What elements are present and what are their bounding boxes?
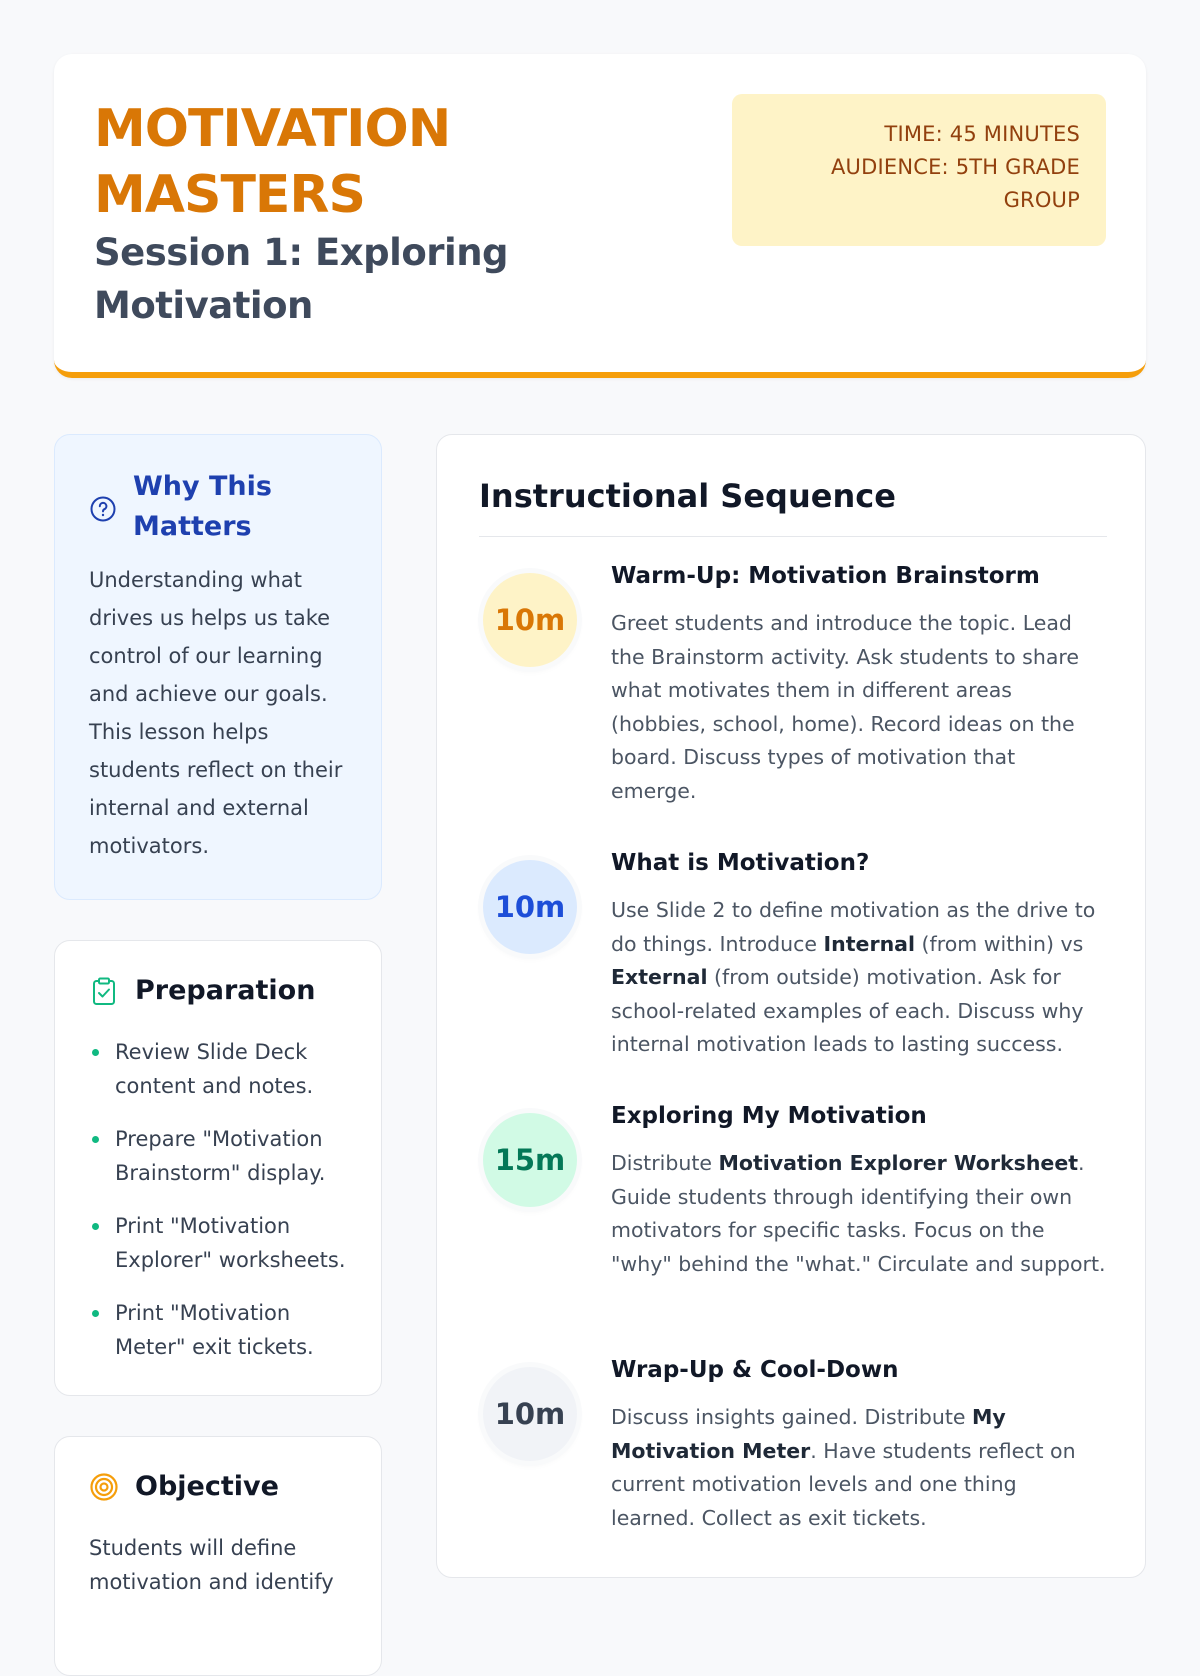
emphasized-text: My Motivation Meter bbox=[611, 1405, 1006, 1463]
step-title: What is Motivation? bbox=[611, 850, 870, 876]
step-title: Wrap-Up & Cool-Down bbox=[611, 1357, 899, 1383]
divider bbox=[479, 536, 1107, 537]
objective-header bbox=[89, 1471, 279, 1502]
description-text: (from outside) motivation. Ask for school-related examples of each. Discuss why internal motivation leads to lasting success. bbox=[611, 965, 1084, 1056]
lesson-header bbox=[54, 54, 1146, 378]
emphasized-text: Motivation Explorer Worksheet bbox=[718, 1151, 1079, 1175]
audience-label-line1: AUDIENCE: 5TH GRADE bbox=[830, 155, 1080, 179]
description-text: Greet students and introduce the topic. Lead the Brainstorm activity. Ask students to share what motivates them in different areas (hobbies, school, home). Record ideas on the board. Discuss types of motivation that emerge. bbox=[611, 611, 1079, 803]
description-text: Use Slide 2 to define motivation as the drive to do things. Introduce bbox=[611, 898, 1096, 956]
emphasized-text: External bbox=[611, 965, 708, 989]
description-text: (from within) vs bbox=[915, 931, 1084, 956]
duration-badge: 15m bbox=[483, 1113, 577, 1207]
audience-label-line2: GROUP bbox=[1003, 188, 1080, 212]
why-text: Understanding what drives us helps us take control of our learning and achieve our goals. This lesson helps students reflect on their internal and external motivators. bbox=[89, 568, 343, 858]
list-item: Review Slide Deck content and notes. bbox=[89, 1035, 359, 1103]
description-text: . Have students reflect on current motivation levels and one thing learned. Collect as exit tickets. bbox=[611, 1438, 1076, 1530]
preparation-title: Preparation bbox=[135, 975, 316, 1006]
step-description bbox=[611, 894, 1107, 1062]
lesson-title bbox=[94, 96, 564, 228]
emphasized-text: Internal bbox=[823, 931, 916, 956]
clipboard-check-icon bbox=[89, 976, 119, 1006]
step-description bbox=[611, 1147, 1107, 1281]
objective-title: Objective bbox=[135, 1471, 279, 1502]
description-text: . Guide students through identifying their own motivators for specific tasks. Focus on the "why" behind the "what." Circulate and support. bbox=[611, 1151, 1106, 1276]
preparation-header bbox=[89, 975, 315, 1006]
lesson-title-line2: MASTERS bbox=[94, 165, 365, 225]
list-item: Print "Motivation Explorer" worksheets. bbox=[89, 1209, 359, 1277]
sequence-title: Instructional Sequence bbox=[479, 477, 896, 515]
why-this-matters-card bbox=[54, 434, 382, 900]
preparation-list bbox=[89, 1035, 359, 1383]
objective-text: Students will define motivation and identify bbox=[89, 1536, 334, 1594]
description-text: Discuss insights gained. Distribute bbox=[611, 1405, 973, 1429]
instructional-sequence-card bbox=[436, 434, 1146, 1578]
step-description bbox=[611, 1401, 1107, 1535]
step-description bbox=[611, 607, 1107, 808]
lesson-meta-box bbox=[732, 94, 1106, 246]
step-title: Warm-Up: Motivation Brainstorm bbox=[611, 563, 1040, 589]
list-item: Print "Motivation Meter" exit tickets. bbox=[89, 1296, 359, 1364]
why-title: Why This Matters bbox=[133, 471, 272, 542]
duration-badge: 10m bbox=[483, 573, 577, 667]
duration-badge: 10m bbox=[483, 1367, 577, 1461]
time-label: TIME: 45 MINUTES bbox=[884, 122, 1080, 146]
session-subtitle: Session 1: Exploring Motivation bbox=[94, 231, 509, 327]
duration-badge: 10m bbox=[483, 860, 577, 954]
question-circle-icon bbox=[89, 495, 117, 523]
description-text: Distribute bbox=[611, 1151, 719, 1175]
step-title: Exploring My Motivation bbox=[611, 1103, 927, 1129]
target-icon bbox=[89, 1472, 119, 1502]
list-item: Prepare "Motivation Brainstorm" display. bbox=[89, 1122, 359, 1190]
lesson-title-line1: MOTIVATION bbox=[94, 99, 451, 159]
preparation-card bbox=[54, 940, 382, 1396]
objective-card bbox=[54, 1436, 382, 1676]
